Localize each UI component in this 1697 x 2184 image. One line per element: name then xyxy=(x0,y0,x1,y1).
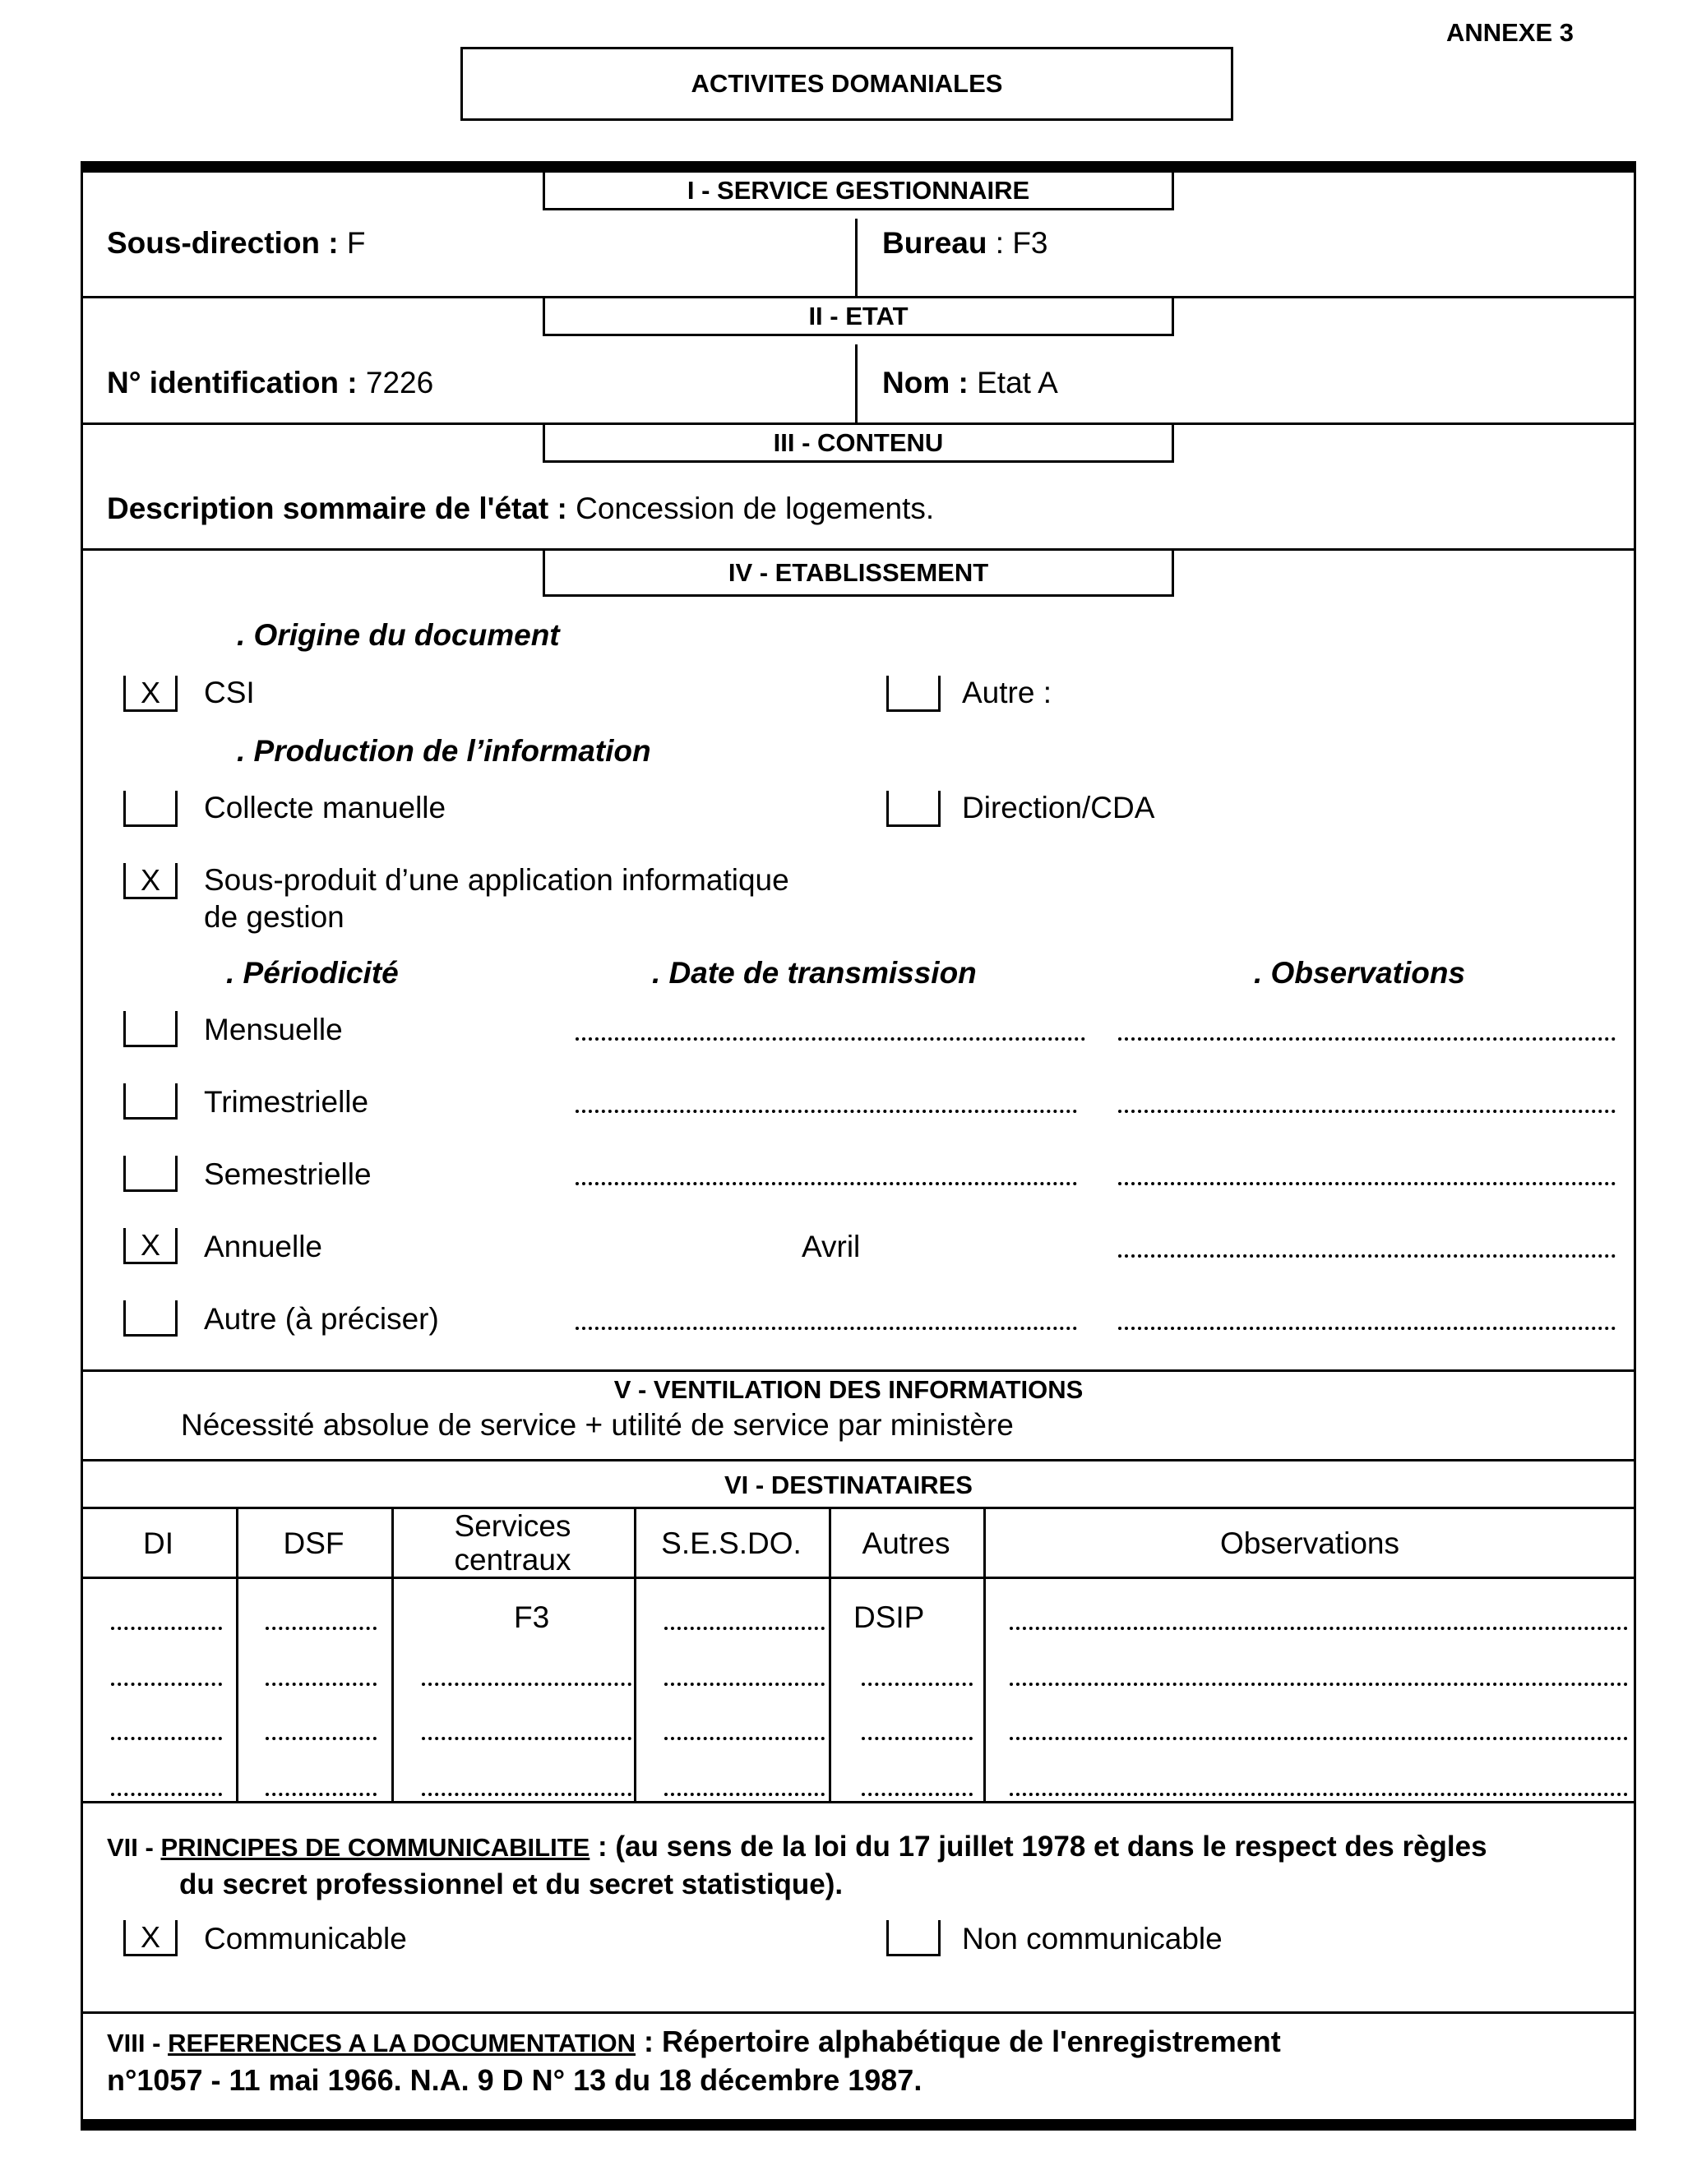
section-7-header: VII - PRINCIPES DE COMMUNICABILITE : (au sens de la loi du 17 juillet 1978 et dans le respect des règles xyxy=(107,1831,1487,1863)
services-cell[interactable] xyxy=(422,1737,631,1740)
annexe-label: ANNEXE 3 xyxy=(1445,18,1574,47)
section-2-header: II - ETAT xyxy=(543,298,1174,336)
observations-cell[interactable] xyxy=(1010,1627,1628,1630)
dsf-cell[interactable] xyxy=(266,1683,377,1686)
sous-produit-label: Sous-produit d’une application informatique xyxy=(204,863,789,897)
di-cell[interactable] xyxy=(111,1793,222,1796)
direction-label: Direction/CDA xyxy=(962,791,1155,824)
frame-bottom-bar xyxy=(81,2119,1636,2131)
di-cell[interactable] xyxy=(111,1737,222,1740)
col-observations: Observations xyxy=(1220,1526,1399,1560)
semestrielle-checkbox[interactable] xyxy=(123,1156,178,1192)
observations-dotted-line[interactable] xyxy=(1118,1327,1616,1330)
annuelle-date: Avril xyxy=(802,1230,861,1263)
trimestrielle-label: Trimestrielle xyxy=(204,1085,369,1119)
section-divider xyxy=(81,1801,1636,1803)
services-cell[interactable] xyxy=(422,1683,631,1686)
annuelle-checkbox[interactable]: X xyxy=(123,1228,178,1264)
date-dotted-line[interactable] xyxy=(576,1327,1077,1330)
csi-checkbox[interactable]: X xyxy=(123,676,178,712)
bureau-field: Bureau : F3 xyxy=(882,226,1048,260)
observations-cell[interactable] xyxy=(1010,1793,1628,1796)
autre-periode-checkbox[interactable] xyxy=(123,1300,178,1337)
observations-cell[interactable] xyxy=(1010,1737,1628,1740)
col-sesdo: S.E.S.DO. xyxy=(661,1526,802,1560)
periodicite-title: . Périodicité xyxy=(226,956,399,990)
col-di: DI xyxy=(143,1526,173,1560)
section-8-header-line2: n°1057 - 11 mai 1966. N.A. 9 D N° 13 du 18 décembre 1987. xyxy=(107,2063,922,2097)
section-1-header: I - SERVICE GESTIONNAIRE xyxy=(543,173,1174,210)
date-dotted-line[interactable] xyxy=(576,1182,1077,1185)
description-field: Description sommaire de l'état : Concession de logements. xyxy=(107,492,935,525)
direction-checkbox[interactable] xyxy=(886,791,941,827)
semestrielle-label: Semestrielle xyxy=(204,1157,372,1191)
col-services-centraux: Services centraux xyxy=(454,1509,571,1577)
mensuelle-label: Mensuelle xyxy=(204,1013,343,1046)
date-transmission-title: . Date de transmission xyxy=(652,956,977,990)
observations-dotted-line[interactable] xyxy=(1118,1254,1616,1258)
autre-origine-label: Autre : xyxy=(962,676,1052,709)
annuelle-label: Annuelle xyxy=(204,1230,323,1263)
autre-periode-label: Autre (à préciser) xyxy=(204,1302,439,1336)
production-title: . Production de l’information xyxy=(237,734,651,768)
dsf-cell[interactable] xyxy=(266,1793,377,1796)
autres-cell[interactable] xyxy=(862,1793,973,1796)
autres-cell[interactable] xyxy=(862,1683,973,1686)
services-cell[interactable] xyxy=(422,1793,631,1796)
section-divider xyxy=(81,1369,1636,1372)
date-dotted-line[interactable] xyxy=(576,1110,1077,1113)
collecte-label: Collecte manuelle xyxy=(204,791,446,824)
col-dsf: DSF xyxy=(283,1526,344,1560)
csi-label: CSI xyxy=(204,676,255,709)
autres-cell[interactable] xyxy=(862,1737,973,1740)
di-cell[interactable] xyxy=(111,1683,222,1686)
trimestrielle-checkbox[interactable] xyxy=(123,1083,178,1120)
section-3-header: III - CONTENU xyxy=(543,425,1174,463)
collecte-checkbox[interactable] xyxy=(123,791,178,827)
ventilation-text: Nécessité absolue de service + utilité de service par ministère xyxy=(181,1408,1014,1442)
section-divider xyxy=(81,2011,1636,2014)
divider xyxy=(855,219,858,298)
section-divider xyxy=(81,1459,1636,1461)
section-5-header: V - VENTILATION DES INFORMATIONS xyxy=(613,1375,1084,1404)
di-cell[interactable] xyxy=(111,1627,222,1630)
sous-produit-label-line2: de gestion xyxy=(204,900,344,934)
sesdo-cell[interactable] xyxy=(664,1627,825,1630)
observations-dotted-line[interactable] xyxy=(1118,1182,1616,1185)
non-communicable-checkbox[interactable] xyxy=(886,1920,941,1956)
autre-origine-checkbox[interactable] xyxy=(886,676,941,712)
services-value: F3 xyxy=(514,1600,550,1634)
table-header-bottom xyxy=(81,1577,1636,1579)
communicable-checkbox[interactable]: X xyxy=(123,1920,178,1956)
sous-produit-checkbox[interactable]: X xyxy=(123,863,178,899)
origine-title: . Origine du document xyxy=(237,618,560,652)
autres-value: DSIP xyxy=(853,1600,925,1634)
section-4-header: IV - ETABLISSEMENT xyxy=(543,551,1174,597)
communicable-label: Communicable xyxy=(204,1922,407,1955)
col-autres: Autres xyxy=(862,1526,950,1560)
observations-cell[interactable] xyxy=(1010,1683,1628,1686)
observations-title: . Observations xyxy=(1254,956,1466,990)
divider xyxy=(855,344,858,423)
observations-dotted-line[interactable] xyxy=(1118,1037,1616,1041)
section-7-header-line2: du secret professionnel et du secret statistique). xyxy=(179,1868,844,1900)
identification-field: N° identification : 7226 xyxy=(107,366,434,399)
mensuelle-checkbox[interactable] xyxy=(123,1011,178,1047)
sesdo-cell[interactable] xyxy=(664,1793,825,1796)
section-6-header: VI - DESTINATAIRES xyxy=(724,1471,973,1499)
sous-direction-field: Sous-direction : F xyxy=(107,226,366,260)
dsf-cell[interactable] xyxy=(266,1627,377,1630)
sesdo-cell[interactable] xyxy=(664,1737,825,1740)
date-dotted-line[interactable] xyxy=(576,1037,1085,1041)
section-8-header: VIII - REFERENCES A LA DOCUMENTATION : Répertoire alphabétique de l'enregistrement xyxy=(107,2025,1281,2058)
table-header-top xyxy=(81,1507,1636,1509)
observations-dotted-line[interactable] xyxy=(1118,1110,1616,1113)
dsf-cell[interactable] xyxy=(266,1737,377,1740)
nom-field: Nom : Etat A xyxy=(882,366,1058,399)
non-communicable-label: Non communicable xyxy=(962,1922,1223,1955)
page-title: ACTIVITES DOMANIALES xyxy=(460,47,1233,121)
sesdo-cell[interactable] xyxy=(664,1683,825,1686)
